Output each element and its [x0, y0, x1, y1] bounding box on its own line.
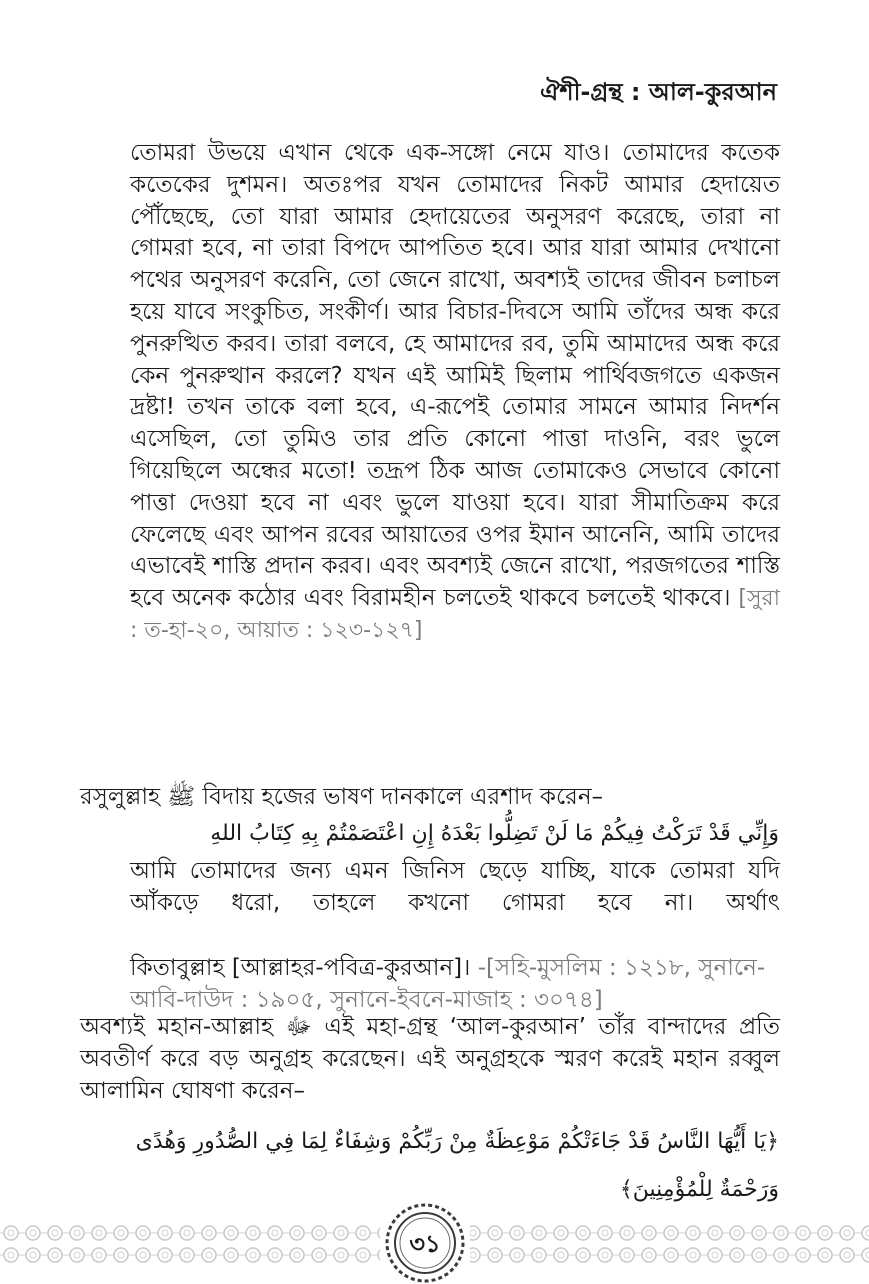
quran-verse-arabic: ﴿يَا أَيُّهَا النَّاسُ قَدْ جَاءَتْكُمْ مَوْعِظَةٌ مِنْ رَبِّكُمْ وَشِفَاءٌ لِمَا فِي الصُّدُورِ وَهُدًى وَرَحْمَةٌ لِلْمُؤْمِنِينَ﴾ — [135, 1129, 779, 1202]
hadith-reference: -[সহি-মুসলিম : ১২১৮, সুনানে-আবি-দাউদ : ১৯০৫, সুনানে-ইবনে-মাজাহ : ৩০৭৪] — [130, 955, 766, 1013]
translation-text: তোমরা উভয়ে এখান থেকে এক-সঙ্গো নেমে যাও। তোমাদের কতেক কতেকের দুশমন। অতঃপর যখন তোমাদের নিকট আমার হেদায়েত পৌঁছেছে, তো যারা আমার হেদায়েতের অনুসরণ করেছে, তারা না গোমরা হবে, না তারা বিপদে আপতিত হবে। আর যারা আমার দেখানো পথের অনুসরণ করেনি, তো জেনে রাখো, অবশ্যই তাদের জীবন চলাচল হয়ে যাবে সংকুচিত, সংকীর্ণ। আর বিচার-দিবসে আমি তাঁদের অন্ধ করে পুনরুত্থিত করব। তারা বলবে, হে আমাদের রব, তুমি আমাদের অন্ধ করে কেন পুনরুত্থান করলে? যখন এই আমিই ছিলাম পার্থিবজগতে একজন দ্রষ্টা! তখন তাকে বলা হবে, এ-রূপেই তোমার সামনে আমার নিদর্শন এসেছিল, তো তুমিও তার প্রতি কোনো পাত্তা দাওনি, বরং ভুলে গিয়েছিলে অন্ধের মতো! তদ্রূপ ঠিক আজ তোমাকেও সেভাবে কোনো পাত্তা দেওয়া হবে না এবং ভুলে যাওয়া হবে। যারা সীমাতিক্রম করে ফেলেছে এবং আপন রবের আয়াতের ওপর ইমান আনেনি, আমি তাদের এভাবেই শাস্তি প্রদান করব। এবং অবশ্যই জেনে রাখো, পরজগতের শাস্তি হবে অনেক কঠোর এবং বিরামহীন চলতেই থাকবে চলতেই থাকবে। — [130, 140, 780, 612]
hadith-intro: রসুলুল্লাহ ﷺ বিদায় হজের ভাষণ দানকালে এরশাদ করেন– — [80, 784, 604, 810]
running-header: ঐশী-গ্রন্থ : আল-কুরআন — [540, 78, 777, 106]
hadith-translation: আমি তোমাদের জন্য এমন জিনিস ছেড়ে যাচ্ছি, যাকে তোমরা যদি আঁকড়ে ধরো, তাহলে কখনো গোমরা হবে না। অর্থাৎ — [130, 858, 780, 916]
page-number: ৩১ — [409, 1230, 441, 1258]
hadith-translation-tail — [130, 952, 780, 1016]
surah-reference: [সুরা : ত-হা-২০, আয়াত : ১২৩-১২৭] — [130, 586, 780, 643]
quran-translation-paragraph — [130, 138, 780, 647]
hadith-tail-text: কিতাবুল্লাহ [আল্লাহর-পবিত্র-কুরআন]। — [130, 955, 471, 981]
hadith-arabic-text: وَإِنِّي قَدْ تَرَكْتُ فِيكُمْ مَا لَنْ تَضِلُّوا بَعْدَهُ إِنِ اعْتَصَمْتُمْ بِهِ كِتَابُ اللهِ — [210, 821, 779, 846]
closing-paragraph: অবশ্যই মহান-আল্লাহ ﷻ এই মহা-গ্রন্থ ‘আল-কুরআন’ তাঁর বান্দাদের প্রতি অবতীর্ণ করে বড় অনুগ্রহ করেছেন। এই অনুগ্রহকে স্মরণ করেই মহান রব্বুল আলামিন ঘোষণা করেন– — [80, 1014, 781, 1104]
